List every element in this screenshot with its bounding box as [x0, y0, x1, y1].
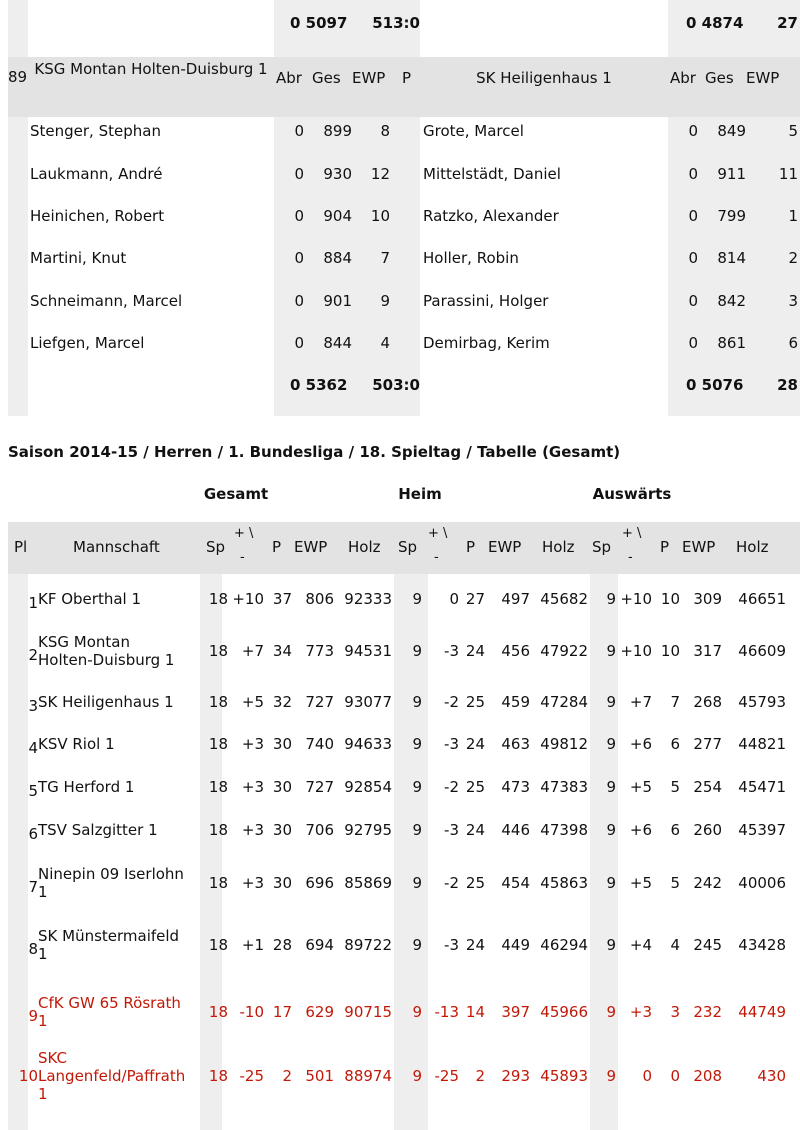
- gesamt-plusminus: +10: [232, 590, 264, 608]
- away-player-name: Parassini, Holger: [423, 292, 549, 310]
- gesamt-holz: 88974: [344, 1067, 392, 1085]
- auswaerts-holz: 44821: [738, 735, 786, 753]
- heim-sp: 9: [412, 1003, 422, 1021]
- gesamt-col-p: P: [272, 538, 282, 556]
- heim-points: 24: [465, 735, 485, 753]
- heim-ewp: 454: [501, 874, 530, 892]
- heim-ewp: 497: [501, 590, 530, 608]
- auswaerts-holz: 46651: [738, 590, 786, 608]
- heim-plusminus: -3: [444, 735, 459, 753]
- standings-rank: 10: [18, 1067, 38, 1085]
- standings-rank: 2: [28, 646, 38, 664]
- standings-rank: 7: [28, 878, 38, 896]
- gesamt-plusminus: +7: [241, 642, 264, 660]
- away-player-ges: 799: [717, 207, 746, 225]
- auswaerts-holz: 40006: [738, 874, 786, 892]
- heim-ewp: 446: [501, 821, 530, 839]
- top-right-score: 27: [777, 14, 798, 32]
- gesamt-holz: 92854: [344, 778, 392, 796]
- heim-sp: 9: [412, 590, 422, 608]
- gesamt-points: 30: [272, 778, 292, 796]
- home-player-abr: 0: [294, 292, 304, 310]
- heim-holz: 47398: [540, 821, 588, 839]
- auswaerts-holz: 45471: [738, 778, 786, 796]
- auswaerts-plusminus: +6: [629, 735, 652, 753]
- heim-col-plusminus-top: + \: [428, 526, 448, 541]
- standings-title: Saison 2014-15 / Herren / 1. Bundesliga / 18. Spieltag / Tabelle (Gesamt): [8, 443, 621, 461]
- gesamt-plusminus: +1: [241, 936, 264, 954]
- away-player-ges: 842: [717, 292, 746, 310]
- away-player-name: Mittelstädt, Daniel: [423, 165, 561, 183]
- heim-ewp: 293: [501, 1067, 530, 1085]
- auswaerts-holz: 46609: [738, 642, 786, 660]
- auswaerts-ewp: 309: [693, 590, 722, 608]
- home-col-ges: Ges: [312, 69, 341, 87]
- gesamt-plusminus: +3: [241, 874, 264, 892]
- auswaerts-sp: 9: [606, 642, 616, 660]
- gesamt-sp: 18: [208, 936, 228, 954]
- top-right-total: 0 4874: [686, 14, 744, 32]
- auswaerts-points: 0: [670, 1067, 680, 1085]
- heim-sp: 9: [412, 693, 422, 711]
- standings-team-name: Langenfeld/Paffrath: [38, 1067, 186, 1085]
- standings-team-name: KSG Montan: [38, 633, 130, 651]
- top-left-total: 0 5097: [290, 14, 348, 32]
- auswaerts-sp: 9: [606, 778, 616, 796]
- home-player-abr: 0: [294, 249, 304, 267]
- away-player-name: Demirbag, Kerim: [423, 334, 550, 352]
- auswaerts-ewp: 260: [693, 821, 722, 839]
- auswaerts-ewp: 242: [693, 874, 722, 892]
- home-player-abr: 0: [294, 334, 304, 352]
- heim-sp: 9: [412, 735, 422, 753]
- gesamt-holz: 89722: [344, 936, 392, 954]
- aus-col-sp: Sp: [592, 538, 612, 556]
- gesamt-col-sp: Sp: [206, 538, 226, 556]
- home-player-ewp: 10: [370, 207, 390, 225]
- heim-col-plusminus-bottom: -: [434, 550, 439, 565]
- away-player-abr: 0: [688, 249, 698, 267]
- away-col-abr: Abr: [670, 69, 696, 87]
- heim-plusminus: -3: [444, 936, 459, 954]
- away-player-abr: 0: [688, 334, 698, 352]
- col-team: Mannschaft: [73, 538, 160, 556]
- auswaerts-sp: 9: [606, 1067, 616, 1085]
- auswaerts-points: 3: [670, 1003, 680, 1021]
- away-player-abr: 0: [688, 122, 698, 140]
- auswaerts-ewp: 232: [693, 1003, 722, 1021]
- away-col-ges: Ges: [705, 69, 734, 87]
- away-player-ewp: 11: [778, 165, 798, 183]
- away-player-ewp: 3: [788, 292, 798, 310]
- heim-plusminus: -3: [444, 642, 459, 660]
- gesamt-col-plusminus-top: + \: [234, 526, 254, 541]
- auswaerts-plusminus: +5: [629, 778, 652, 796]
- gesamt-plusminus: -10: [239, 1003, 264, 1021]
- heim-holz: 47922: [540, 642, 588, 660]
- heim-holz: 45966: [540, 1003, 588, 1021]
- heim-col-holz: Holz: [542, 538, 575, 556]
- home-player-name: Liefgen, Marcel: [30, 334, 145, 352]
- gesamt-holz: 85869: [344, 874, 392, 892]
- away-player-abr: 0: [688, 207, 698, 225]
- heim-ewp: 456: [501, 642, 530, 660]
- auswaerts-plusminus: 0: [642, 1067, 652, 1085]
- heim-ewp: 397: [501, 1003, 530, 1021]
- gesamt-points: 37: [272, 590, 292, 608]
- gesamt-plusminus: -25: [239, 1067, 264, 1085]
- home-player-name: Stenger, Stephan: [30, 122, 161, 140]
- top-left-score: 513:0: [372, 14, 420, 32]
- gesamt-holz: 94531: [344, 642, 392, 660]
- heim-ewp: 473: [501, 778, 530, 796]
- col-pl: Pl: [14, 538, 28, 556]
- heim-sp: 9: [412, 936, 422, 954]
- away-player-ges: 911: [717, 165, 746, 183]
- heim-ewp: 463: [501, 735, 530, 753]
- standings-team-name: 1: [38, 883, 48, 901]
- standings-rank: 5: [28, 782, 38, 800]
- heim-points: 24: [465, 642, 485, 660]
- heim-col-p: P: [466, 538, 476, 556]
- home-player-ges: 901: [323, 292, 352, 310]
- gesamt-ewp: 740: [305, 735, 334, 753]
- heim-points: 25: [465, 778, 485, 796]
- bottom-left-score: 503:0: [372, 376, 420, 394]
- gesamt-sp: 18: [208, 874, 228, 892]
- standings-team-name: SKC: [38, 1049, 68, 1067]
- away-team-name: SK Heiligenhaus 1: [476, 69, 612, 87]
- auswaerts-points: 10: [660, 642, 680, 660]
- gesamt-points: 32: [272, 693, 292, 711]
- gesamt-points: 34: [272, 642, 292, 660]
- standings-rank: 8: [28, 940, 38, 958]
- standings-team-name: 1: [38, 945, 48, 963]
- gesamt-points: 28: [272, 936, 292, 954]
- away-player-ewp: 2: [788, 249, 798, 267]
- gesamt-sp: 18: [208, 821, 228, 839]
- match-row-number: 89: [8, 68, 28, 86]
- gesamt-ewp: 694: [305, 936, 334, 954]
- gesamt-ewp: 727: [305, 693, 334, 711]
- gesamt-col-holz: Holz: [348, 538, 381, 556]
- heim-points: 25: [465, 874, 485, 892]
- bottom-right-score: 28: [777, 376, 798, 394]
- heim-sp: 9: [412, 642, 422, 660]
- heim-plusminus: -2: [444, 693, 459, 711]
- standings-rank: 4: [28, 739, 38, 757]
- heim-points: 24: [465, 821, 485, 839]
- gesamt-sp: 18: [208, 1003, 228, 1021]
- heim-plusminus: -2: [444, 778, 459, 796]
- heim-points: 25: [465, 693, 485, 711]
- gesamt-sp: 18: [208, 693, 228, 711]
- standings-team-name: CfK GW 65 Rösrath: [38, 994, 181, 1012]
- auswaerts-sp: 9: [606, 821, 616, 839]
- away-player-abr: 0: [688, 292, 698, 310]
- auswaerts-holz: 44749: [738, 1003, 786, 1021]
- heim-holz: 47383: [540, 778, 588, 796]
- gesamt-plusminus: +5: [241, 693, 264, 711]
- bottom-left-total: 0 5362: [290, 376, 348, 394]
- auswaerts-sp: 9: [606, 735, 616, 753]
- heim-holz: 45863: [540, 874, 588, 892]
- heim-plusminus: -2: [444, 874, 459, 892]
- gesamt-sp: 18: [208, 778, 228, 796]
- group-heim: Heim: [398, 485, 442, 503]
- home-player-ewp: 9: [380, 292, 390, 310]
- gesamt-ewp: 629: [305, 1003, 334, 1021]
- home-player-ges: 844: [323, 334, 352, 352]
- heim-points: 24: [465, 936, 485, 954]
- gesamt-col-plusminus-bottom: -: [240, 550, 245, 565]
- gesamt-col-ewp: EWP: [294, 538, 328, 556]
- aus-col-ewp: EWP: [682, 538, 716, 556]
- auswaerts-sp: 9: [606, 874, 616, 892]
- gesamt-ewp: 727: [305, 778, 334, 796]
- away-player-name: Ratzko, Alexander: [423, 207, 559, 225]
- away-player-ewp: 6: [788, 334, 798, 352]
- home-player-name: Laukmann, André: [30, 165, 163, 183]
- gesamt-holz: 93077: [344, 693, 392, 711]
- auswaerts-sp: 9: [606, 590, 616, 608]
- heim-col-ewp: EWP: [488, 538, 522, 556]
- auswaerts-sp: 9: [606, 936, 616, 954]
- auswaerts-points: 4: [670, 936, 680, 954]
- auswaerts-ewp: 208: [693, 1067, 722, 1085]
- heim-plusminus: -13: [434, 1003, 459, 1021]
- gesamt-sp: 18: [208, 642, 228, 660]
- heim-sp: 9: [412, 874, 422, 892]
- standings-rank: 6: [28, 825, 38, 843]
- auswaerts-holz: 45397: [738, 821, 786, 839]
- auswaerts-points: 10: [660, 590, 680, 608]
- gesamt-plusminus: +3: [241, 735, 264, 753]
- away-player-name: Holler, Robin: [423, 249, 519, 267]
- gesamt-ewp: 773: [305, 642, 334, 660]
- gesamt-ewp: 706: [305, 821, 334, 839]
- heim-sp: 9: [412, 778, 422, 796]
- standings-rank: 9: [28, 1007, 38, 1025]
- standings-rank: 1: [28, 594, 38, 612]
- auswaerts-ewp: 268: [693, 693, 722, 711]
- standings-rank: 3: [28, 697, 38, 715]
- standings-team-name: TSV Salzgitter 1: [38, 821, 158, 839]
- standings-team-name: KF Oberthal 1: [38, 590, 142, 608]
- heim-holz: 46294: [540, 936, 588, 954]
- gesamt-points: 30: [272, 735, 292, 753]
- auswaerts-ewp: 317: [693, 642, 722, 660]
- home-player-ges: 904: [323, 207, 352, 225]
- heim-sp: 9: [412, 1067, 422, 1085]
- standings-team-name: 1: [38, 1085, 48, 1103]
- gesamt-ewp: 806: [305, 590, 334, 608]
- heim-plusminus: -25: [434, 1067, 459, 1085]
- auswaerts-plusminus: +6: [629, 821, 652, 839]
- home-player-abr: 0: [294, 165, 304, 183]
- gesamt-plusminus: +3: [241, 778, 264, 796]
- away-player-abr: 0: [688, 165, 698, 183]
- auswaerts-points: 5: [670, 874, 680, 892]
- standings-team-name: SK Münstermaifeld: [38, 927, 180, 945]
- home-col-abr: Abr: [276, 69, 302, 87]
- gesamt-sp: 18: [208, 1067, 228, 1085]
- heim-points: 2: [475, 1067, 485, 1085]
- auswaerts-points: 7: [670, 693, 680, 711]
- away-player-ges: 861: [717, 334, 746, 352]
- away-player-ges: 814: [717, 249, 746, 267]
- home-player-name: Martini, Knut: [30, 249, 127, 267]
- standings-team-name: SK Heiligenhaus 1: [38, 693, 174, 711]
- auswaerts-ewp: 245: [693, 936, 722, 954]
- standings-team-name: Holten-Duisburg 1: [38, 651, 175, 669]
- gesamt-holz: 92333: [344, 590, 392, 608]
- group-gesamt: Gesamt: [203, 485, 269, 503]
- auswaerts-plusminus: +5: [629, 874, 652, 892]
- heim-plusminus: 0: [449, 590, 459, 608]
- home-player-ges: 930: [323, 165, 352, 183]
- heim-ewp: 449: [501, 936, 530, 954]
- heim-ewp: 459: [501, 693, 530, 711]
- auswaerts-plusminus: +3: [629, 1003, 652, 1021]
- standings-team-name: Ninepin 09 Iserlohn: [38, 865, 184, 883]
- away-player-ewp: 1: [788, 207, 798, 225]
- aus-col-holz: Holz: [736, 538, 769, 556]
- auswaerts-ewp: 254: [693, 778, 722, 796]
- away-col-ewp: EWP: [746, 69, 780, 87]
- auswaerts-plusminus: +10: [620, 590, 652, 608]
- heim-sp: 9: [412, 821, 422, 839]
- home-team-name: KSG Montan Holten-Duisburg 1: [34, 60, 268, 78]
- gesamt-points: 30: [272, 821, 292, 839]
- heim-points: 27: [465, 590, 485, 608]
- home-player-ewp: 7: [380, 249, 390, 267]
- heim-plusminus: -3: [444, 821, 459, 839]
- away-player-ges: 849: [717, 122, 746, 140]
- gesamt-sp: 18: [208, 735, 228, 753]
- gesamt-holz: 92795: [344, 821, 392, 839]
- gesamt-ewp: 696: [305, 874, 334, 892]
- away-player-ewp: 5: [788, 122, 798, 140]
- heim-col-sp: Sp: [398, 538, 418, 556]
- home-player-name: Heinichen, Robert: [30, 207, 165, 225]
- auswaerts-plusminus: +7: [629, 693, 652, 711]
- home-col-p: P: [402, 69, 412, 87]
- home-player-abr: 0: [294, 122, 304, 140]
- gesamt-holz: 94633: [344, 735, 392, 753]
- auswaerts-ewp: 277: [693, 735, 722, 753]
- heim-points: 14: [465, 1003, 485, 1021]
- auswaerts-holz: 430: [757, 1067, 786, 1085]
- standings-team-name: KSV Riol 1: [38, 735, 115, 753]
- aus-col-plusminus-top: + \: [622, 526, 642, 541]
- gesamt-points: 30: [272, 874, 292, 892]
- home-player-ewp: 4: [380, 334, 390, 352]
- gesamt-plusminus: +3: [241, 821, 264, 839]
- gesamt-ewp: 501: [305, 1067, 334, 1085]
- heim-holz: 49812: [540, 735, 588, 753]
- auswaerts-plusminus: +4: [629, 936, 652, 954]
- gesamt-sp: 18: [208, 590, 228, 608]
- auswaerts-points: 6: [670, 821, 680, 839]
- aus-col-plusminus-bottom: -: [628, 550, 633, 565]
- home-player-name: Schneimann, Marcel: [30, 292, 183, 310]
- auswaerts-plusminus: +10: [620, 642, 652, 660]
- bottom-right-total: 0 5076: [686, 376, 744, 394]
- auswaerts-holz: 43428: [738, 936, 786, 954]
- gesamt-points: 17: [272, 1003, 292, 1021]
- standings-team-name: 1: [38, 1012, 48, 1030]
- home-col-ewp: EWP: [352, 69, 386, 87]
- home-player-ges: 884: [323, 249, 352, 267]
- auswaerts-points: 6: [670, 735, 680, 753]
- aus-col-p: P: [660, 538, 670, 556]
- heim-holz: 47284: [540, 693, 588, 711]
- home-player-ewp: 12: [370, 165, 390, 183]
- heim-holz: 45893: [540, 1067, 588, 1085]
- auswaerts-sp: 9: [606, 693, 616, 711]
- heim-holz: 45682: [540, 590, 588, 608]
- away-player-name: Grote, Marcel: [423, 122, 524, 140]
- auswaerts-sp: 9: [606, 1003, 616, 1021]
- group-auswaerts: Auswärts: [592, 485, 672, 503]
- home-player-ges: 899: [323, 122, 352, 140]
- auswaerts-points: 5: [670, 778, 680, 796]
- auswaerts-holz: 45793: [738, 693, 786, 711]
- standings-team-name: TG Herford 1: [38, 778, 135, 796]
- gesamt-points: 2: [282, 1067, 292, 1085]
- home-player-ewp: 8: [380, 122, 390, 140]
- home-player-abr: 0: [294, 207, 304, 225]
- gesamt-holz: 90715: [344, 1003, 392, 1021]
